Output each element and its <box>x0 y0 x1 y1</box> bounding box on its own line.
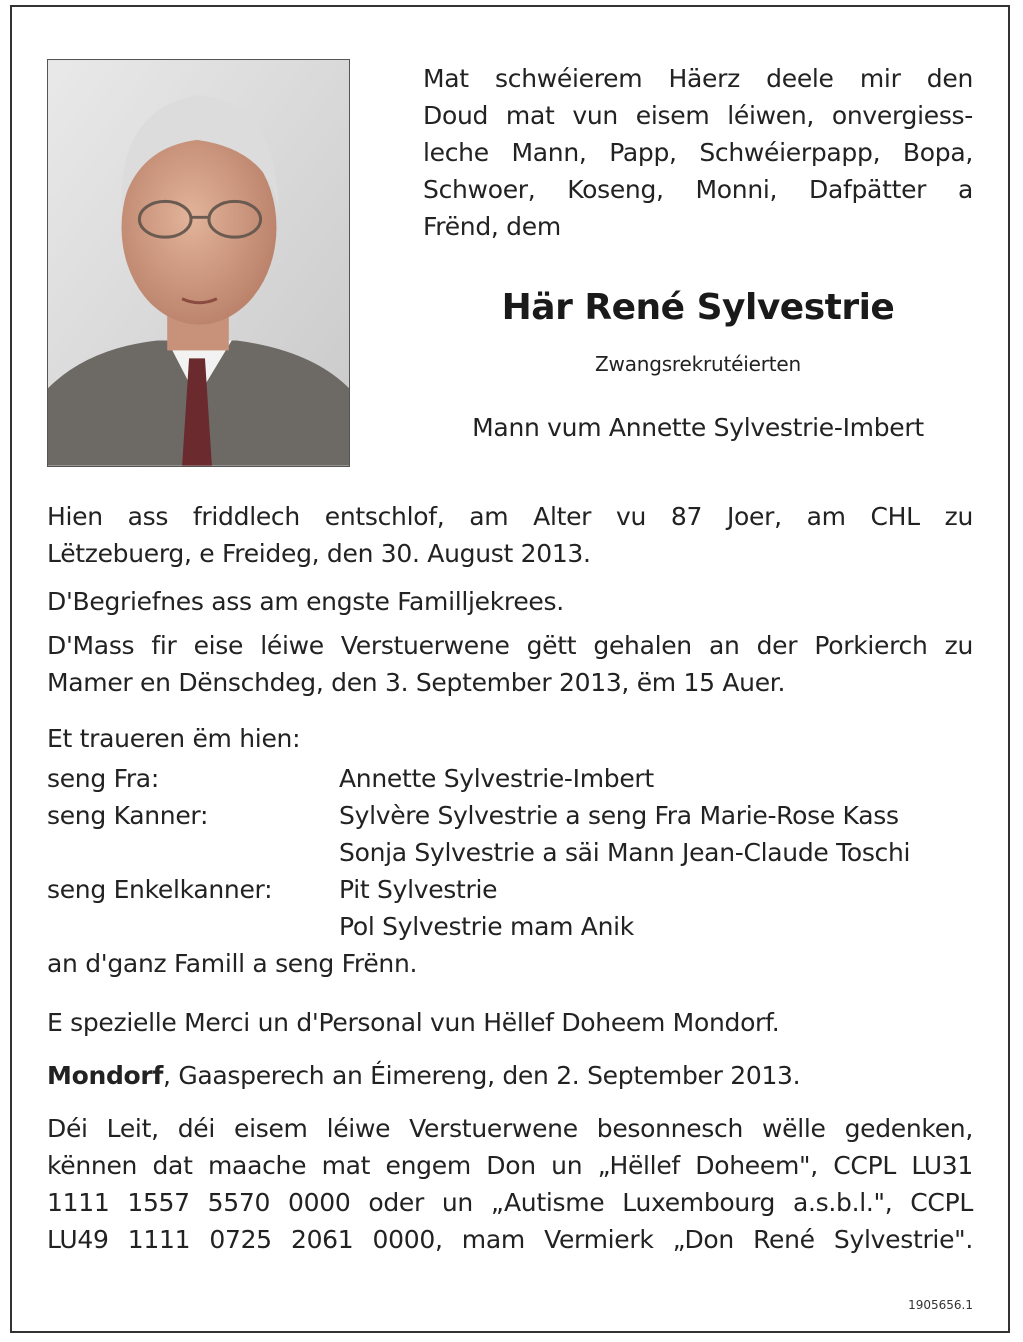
thanks-paragraph <box>47 1004 973 1041</box>
mass-line: Mamer en Dënschdeg, den 3. September 2013, ëm 15 Auer. <box>47 668 786 697</box>
mourner-row <box>47 801 973 838</box>
place-name: Mondorf <box>47 1061 164 1090</box>
family-row <box>47 949 973 986</box>
spouse-line: Mann vum Annette Sylvestrie-Imbert <box>472 413 924 442</box>
donation-paragraph <box>47 1110 973 1258</box>
intro-text <box>423 60 973 245</box>
mourners-intro <box>47 720 973 757</box>
donation-line: Déi Leit, déi eisem léiwe Verstuerwene besonnesch wëlle gedenken, <box>47 1114 973 1143</box>
mourner-name: Pol Sylvestrie mam Anik <box>339 912 634 941</box>
mourner-row <box>47 912 973 949</box>
mourner-relation: seng Kanner: <box>47 801 209 830</box>
mourners-intro-text: Et traueren ëm hien: <box>47 724 301 753</box>
mourner-name: Sylvère Sylvestrie a seng Fra Marie-Rose Kass <box>339 801 899 830</box>
intro-line: Doud mat vun eisem léiwen, onvergiess- <box>423 101 973 130</box>
burial-text: D'Begriefnes ass am engste Familljekrees. <box>47 587 564 616</box>
rank-title: Zwangsrekrutéierten <box>595 352 801 376</box>
portrait-photo <box>47 59 350 467</box>
deceased-name: Här René Sylvestrie <box>501 287 895 328</box>
intro-line: Mat schwéierem Häerz deele mir den <box>423 64 973 93</box>
place-date-rest: , Gaasperech an Éimereng, den 2. September 2013. <box>163 1061 801 1090</box>
mass-paragraph <box>47 627 973 701</box>
intro-line: Frënd, dem <box>423 212 561 241</box>
donation-line: LU49 1111 0725 2061 0000, mam Vermierk „Don René Sylvestrie". <box>47 1225 973 1254</box>
place-date-line <box>47 1057 973 1094</box>
mourner-relation: seng Fra: <box>47 764 159 793</box>
intro-line: Schwoer, Koseng, Monni, Dafpätter a <box>423 175 973 204</box>
mourner-row <box>47 838 973 875</box>
death-paragraph <box>47 498 973 572</box>
family-text: an d'ganz Famill a seng Frënn. <box>47 949 418 978</box>
intro-line: leche Mann, Papp, Schwéierpapp, Bopa, <box>423 138 973 167</box>
reference-number: 1905656.1 <box>908 1298 973 1312</box>
donation-line: 1111 1557 5570 0000 oder un „Autisme Luxembourg a.s.b.l.", CCPL <box>47 1188 973 1217</box>
mass-line: D'Mass fir eise léiwe Verstuerwene gëtt gehalen an der Porkierch zu <box>47 631 973 660</box>
thanks-text: E spezielle Merci un d'Personal vun Hëllef Doheem Mondorf. <box>47 1008 780 1037</box>
mourner-row <box>47 764 973 801</box>
burial-paragraph <box>47 583 973 620</box>
mourners-list <box>47 764 973 986</box>
death-line: Hien ass friddlech entschlof, am Alter vu 87 Joer, am CHL zu <box>47 502 973 531</box>
mourner-row <box>47 875 973 912</box>
mourner-name: Pit Sylvestrie <box>339 875 498 904</box>
death-line: Lëtzebuerg, e Freideg, den 30. August 2013. <box>47 539 591 568</box>
mourner-relation: seng Enkelkanner: <box>47 875 273 904</box>
donation-line: kënnen dat maache mat engem Don un „Hëllef Doheem", CCPL LU31 <box>47 1151 973 1180</box>
mourner-name: Sonja Sylvestrie a säi Mann Jean-Claude Toschi <box>339 838 911 867</box>
mourner-name: Annette Sylvestrie-Imbert <box>339 764 654 793</box>
